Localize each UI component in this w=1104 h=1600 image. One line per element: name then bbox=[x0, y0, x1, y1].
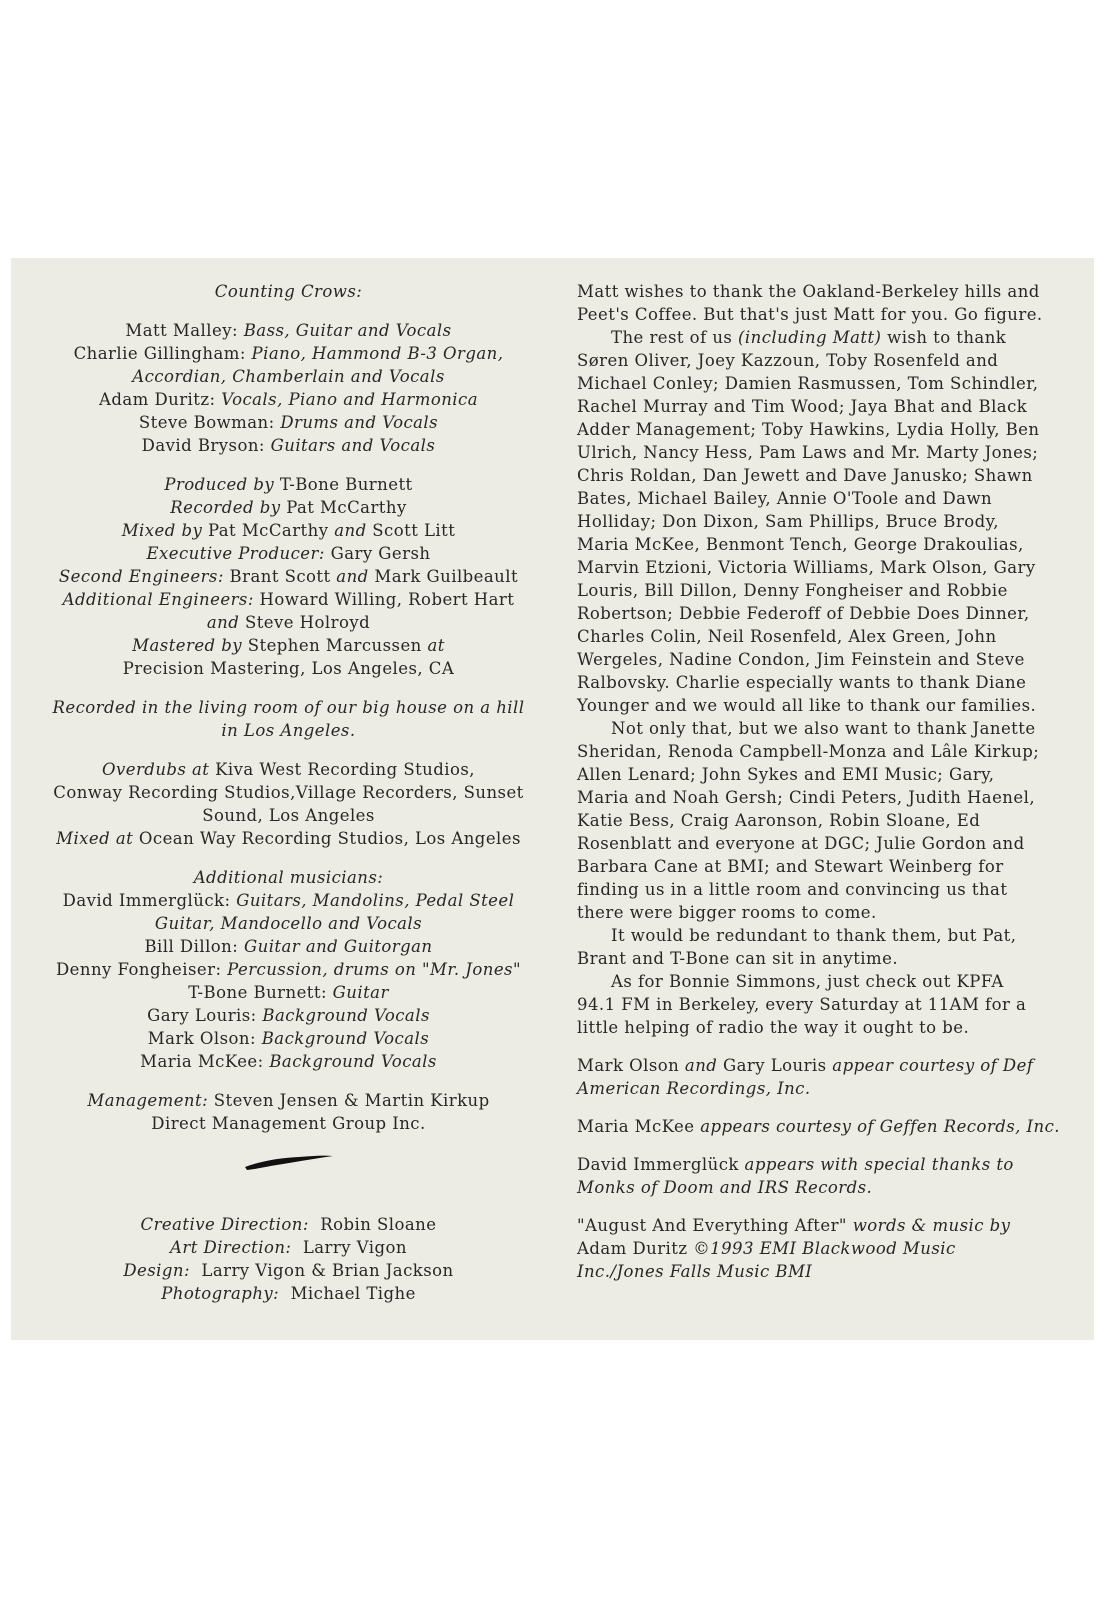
thanks-line: Not only that, but we also want to thank Janette bbox=[611, 719, 1036, 738]
thanks-line: Brant and T-Bone can sit in anytime. bbox=[577, 949, 899, 968]
member-line: David Bryson: Guitars and Vocals bbox=[141, 436, 436, 455]
credit-line: Art Direction: Larry Vigon bbox=[170, 1238, 407, 1257]
recorded-note: in Los Angeles. bbox=[221, 721, 356, 740]
song-credit-line: Inc./Jones Falls Music BMI bbox=[577, 1262, 813, 1281]
musician-line: Mark Olson: Background Vocals bbox=[147, 1029, 430, 1048]
thanks-line: It would be redundant to thank them, but Pat, bbox=[611, 926, 1017, 945]
credit-line: Creative Direction: Robin Sloane bbox=[140, 1215, 437, 1234]
thanks-line: Michael Conley; Damien Rasmussen, Tom Schindler, bbox=[577, 374, 1039, 393]
mastered-place: Precision Mastering, Los Angeles, CA bbox=[122, 659, 455, 678]
thanks-line: Charles Colin, Neil Rosenfeld, Alex Green, John bbox=[577, 627, 997, 646]
thanks-line: Allen Lenard; John Sykes and EMI Music; Gary, bbox=[577, 765, 995, 784]
thanks-line: Adder Management; Toby Hawkins, Lydia Holly, Ben bbox=[577, 420, 1040, 439]
produced-line: Produced by T-Bone Burnett bbox=[164, 475, 413, 494]
musician-line: Guitar, Mandocello and Vocals bbox=[154, 914, 423, 933]
thanks-line: Rachel Murray and Tim Wood; Jaya Bhat and Black bbox=[577, 397, 1028, 416]
courtesy-line: Monks of Doom and IRS Records. bbox=[577, 1178, 873, 1197]
mixed-line: Mixed by Pat McCarthy and Scott Litt bbox=[121, 521, 456, 540]
musician-line: David Immerglück: Guitars, Mandolins, Pedal Steel bbox=[62, 891, 515, 910]
thanks-line: Ralbovsky. Charlie especially wants to thank Diane bbox=[577, 673, 1027, 692]
thanks-line: Wergeles, Nadine Condon, Jim Feinstein and Steve bbox=[577, 650, 1025, 669]
recorded-line: Recorded by Pat McCarthy bbox=[170, 498, 407, 517]
courtesy-line: David Immerglück appears with special thanks to bbox=[577, 1155, 1014, 1174]
song-credit-line: "August And Everything After" words & music by bbox=[577, 1216, 1011, 1235]
mastered-line: Mastered by Stephen Marcussen at bbox=[132, 636, 445, 655]
thanks-line: little helping of radio the way it ought to be. bbox=[577, 1018, 970, 1037]
musician-line: Denny Fongheiser: Percussion, drums on "Mr. Jones" bbox=[55, 960, 522, 979]
member-line: Charlie Gillingham: Piano, Hammond B-3 Organ, bbox=[73, 344, 504, 363]
thanks-line: Matt wishes to thank the Oakland-Berkeley hills and bbox=[577, 282, 1040, 301]
thanks-line: The rest of us (including Matt) wish to thank bbox=[611, 328, 1007, 347]
recorded-note: Recorded in the living room of our big house on a hill bbox=[52, 698, 525, 717]
liner-notes-page bbox=[11, 258, 1094, 1340]
additional-engineers-line: and Steve Holroyd bbox=[206, 613, 371, 632]
courtesy-line: Maria McKee appears courtesy of Geffen Records, Inc. bbox=[577, 1117, 1060, 1136]
credit-line: Design: Larry Vigon & Brian Jackson bbox=[123, 1261, 454, 1280]
thanks-line: As for Bonnie Simmons, just check out KPFA bbox=[611, 972, 1004, 991]
member-line: Steve Bowman: Drums and Vocals bbox=[138, 413, 439, 432]
thanks-line: Younger and we would all like to thank our families. bbox=[577, 696, 1037, 715]
thanks-line: Holliday; Don Dixon, Sam Phillips, Bruce Brody, bbox=[577, 512, 999, 531]
credit-line: Photography: Michael Tighe bbox=[161, 1284, 416, 1303]
ink-swash-ornament bbox=[239, 1149, 339, 1173]
thanks-line: finding us in a little room and convincing us that bbox=[577, 880, 1008, 899]
overdubs-line: Sound, Los Angeles bbox=[202, 806, 375, 825]
thanks-line: Katie Bess, Craig Aaronson, Robin Sloane, Ed bbox=[577, 811, 981, 830]
left-column bbox=[41, 258, 536, 1305]
thanks-line: 94.1 FM in Berkeley, every Saturday at 11AM for a bbox=[577, 995, 1027, 1014]
member-line: Matt Malley: Bass, Guitar and Vocals bbox=[125, 321, 452, 340]
thanks-line: Marvin Etzioni, Victoria Williams, Mark Olson, Gary bbox=[577, 558, 1036, 577]
thanks-line: Maria McKee, Benmont Tench, George Drakoulias, bbox=[577, 535, 1024, 554]
overdubs-line: Overdubs at Kiva West Recording Studios, bbox=[102, 760, 475, 779]
band-heading: Counting Crows: bbox=[214, 282, 363, 301]
mixed-at-line: Mixed at Ocean Way Recording Studios, Los Angeles bbox=[56, 829, 521, 848]
musician-line: T-Bone Burnett: Guitar bbox=[188, 983, 389, 1002]
courtesy-line: Mark Olson and Gary Louris appear courtesy of Def bbox=[577, 1056, 1034, 1075]
additional-musicians-heading: Additional musicians: bbox=[193, 868, 384, 887]
courtesy-line: American Recordings, Inc. bbox=[577, 1079, 811, 1098]
additional-engineers-line: Additional Engineers: Howard Willing, Robert Hart bbox=[62, 590, 515, 609]
musician-line: Maria McKee: Background Vocals bbox=[140, 1052, 437, 1071]
song-credit-line: Adam Duritz ©1993 EMI Blackwood Music bbox=[577, 1239, 956, 1258]
thanks-line: Maria and Noah Gersh; Cindi Peters, Judith Haenel, bbox=[577, 788, 1036, 807]
musician-line: Bill Dillon: Guitar and Guitorgan bbox=[144, 937, 433, 956]
second-engineers-line: Second Engineers: Brant Scott and Mark Guilbeault bbox=[58, 567, 519, 586]
overdubs-line: Conway Recording Studios,Village Recorders, Sunset bbox=[53, 783, 524, 802]
thanks-line: Søren Oliver, Joey Kazzoun, Toby Rosenfeld and bbox=[577, 351, 999, 370]
thanks-line: Peet's Coffee. But that's just Matt for you. Go figure. bbox=[577, 305, 1043, 324]
thanks-line: Louris, Bill Dillon, Denny Fongheiser and Robbie bbox=[577, 581, 1008, 600]
thanks-line: Ulrich, Nancy Hess, Pam Laws and Mr. Marty Jones; bbox=[577, 443, 1039, 462]
thanks-line: Robertson; Debbie Federoff of Debbie Does Dinner, bbox=[577, 604, 1030, 623]
right-column bbox=[577, 258, 1077, 1283]
thanks-line: Bates, Michael Bailey, Annie O'Toole and Dawn bbox=[577, 489, 993, 508]
executive-line: Executive Producer: Gary Gersh bbox=[146, 544, 431, 563]
member-line: Adam Duritz: Vocals, Piano and Harmonica bbox=[99, 390, 478, 409]
management-line: Management: Steven Jensen & Martin Kirkup bbox=[87, 1091, 490, 1110]
thanks-line: Sheridan, Renoda Campbell-Monza and Lâle Kirkup; bbox=[577, 742, 1040, 761]
thanks-line: Chris Roldan, Dan Jewett and Dave Janusko; Shawn bbox=[577, 466, 1033, 485]
musician-line: Gary Louris: Background Vocals bbox=[147, 1006, 430, 1025]
thanks-line: Barbara Cane at BMI; and Stewart Weinberg for bbox=[577, 857, 1004, 876]
member-line: Accordian, Chamberlain and Vocals bbox=[132, 367, 445, 386]
thanks-line: there were bigger rooms to come. bbox=[577, 903, 877, 922]
thanks-line: Rosenblatt and everyone at DGC; Julie Gordon and bbox=[577, 834, 1025, 853]
management-company: Direct Management Group Inc. bbox=[151, 1114, 426, 1133]
